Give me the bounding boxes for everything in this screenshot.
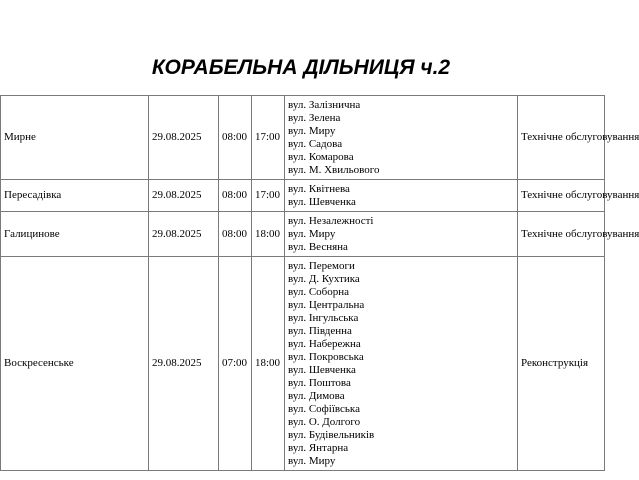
page-title: КОРАБЕЛЬНА ДІЛЬНИЦЯ ч.2 — [151, 56, 451, 79]
reason-cell: Технічне обслуговування — [518, 180, 605, 212]
streets-cell — [285, 96, 518, 180]
street-item: вул. Шевченка — [288, 196, 356, 208]
village-cell: Воскресенське — [1, 257, 149, 471]
start-time-cell: 08:00 — [219, 96, 252, 180]
street-item: вул. Шевченка — [288, 364, 356, 376]
table-row — [1, 257, 605, 471]
street-item: вул. Соборна — [288, 286, 350, 298]
start-time-cell: 08:00 — [219, 180, 252, 212]
street-item: вул. Поштова — [288, 377, 351, 389]
street-item: вул. Покровська — [288, 351, 364, 363]
table-row — [1, 180, 605, 212]
date-cell: 29.08.2025 — [149, 180, 219, 212]
street-item: вул. М. Хвильового — [288, 164, 380, 176]
street-item: вул. Комарова — [288, 151, 354, 163]
reason-cell: Технічне обслуговування — [518, 212, 605, 257]
street-item: вул. Зелена — [288, 112, 341, 124]
street-item: вул. Інгульська — [288, 312, 359, 324]
reason-cell: Реконструкція — [518, 257, 605, 471]
end-time-cell: 17:00 — [252, 180, 285, 212]
street-item: вул. Янтарна — [288, 442, 349, 454]
street-item: вул. Весняна — [288, 241, 348, 253]
street-item: вул. Незалежності — [288, 215, 374, 227]
date-cell: 29.08.2025 — [149, 212, 219, 257]
schedule-body — [1, 96, 639, 471]
street-item: вул. Будівельників — [288, 429, 375, 441]
streets-cell — [285, 212, 518, 257]
village-cell: Галицинове — [1, 212, 149, 257]
streets-cell — [285, 180, 518, 212]
start-time-cell: 07:00 — [219, 257, 252, 471]
outage-schedule-table — [0, 95, 639, 471]
streets-cell — [285, 257, 518, 471]
street-item: вул. Набережна — [288, 338, 361, 350]
street-item: вул. Димова — [288, 390, 345, 402]
end-time-cell: 17:00 — [252, 96, 285, 180]
table-row — [1, 212, 605, 257]
street-item: вул. Садова — [288, 138, 343, 150]
street-item: вул. Залізнична — [288, 99, 361, 111]
date-cell: 29.08.2025 — [149, 257, 219, 471]
street-item: вул. О. Долгого — [288, 416, 361, 428]
table-row — [1, 96, 605, 180]
end-time-cell: 18:00 — [252, 257, 285, 471]
street-item: вул. Центральна — [288, 299, 365, 311]
street-item: вул. Південна — [288, 325, 352, 337]
street-item: вул. Квітнева — [288, 183, 350, 195]
date-cell: 29.08.2025 — [149, 96, 219, 180]
reason-cell: Технічне обслуговування — [518, 96, 605, 180]
village-cell: Мирне — [1, 96, 149, 180]
street-item: вул. Миру — [288, 125, 336, 137]
street-item: вул. Миру — [288, 455, 336, 467]
street-item: вул. Д. Кухтика — [288, 273, 360, 285]
street-item: вул. Софіївська — [288, 403, 360, 415]
village-cell: Пересадівка — [1, 180, 149, 212]
end-time-cell: 18:00 — [252, 212, 285, 257]
start-time-cell: 08:00 — [219, 212, 252, 257]
street-item: вул. Перемоги — [288, 260, 355, 272]
street-item: вул. Миру — [288, 228, 336, 240]
